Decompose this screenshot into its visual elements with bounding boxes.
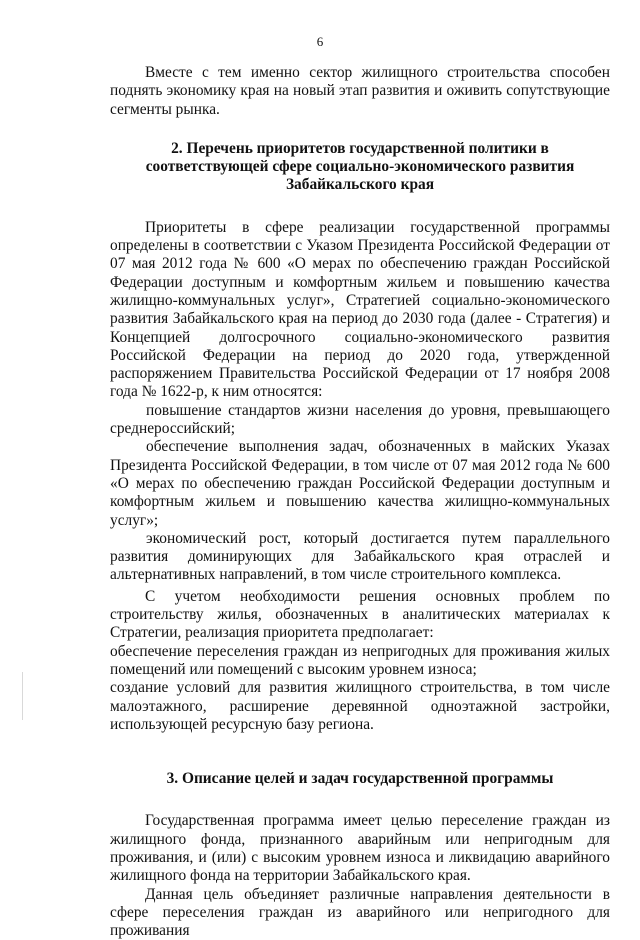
priority-item-5: создание условий для развития жилищного строительства, в том числе малоэтажного, расширение деревянной одноэтажной застройки, использующей ресурсную базу региона. (110, 679, 610, 733)
section-2-heading-line-2: соответствующей сфере социально-экономического развития (145, 158, 575, 176)
intro-paragraph: Вместе с тем именно сектор жилищного строительства способен поднять экономику края на новый этап развития и оживить сопутствующие сегменты рынка. (110, 64, 610, 118)
section-3-paragraph-1: Государственная программа имеет целью переселение граждан из жилищного фонда, признанного аварийным или непригодным для проживания, и (или) с высоким уровнем износа и ликвидацию аварийного жилищного фонда на территории Забайкальского края. (110, 812, 610, 885)
priority-item-2: обеспечение выполнения задач, обозначенных в майских Указах Президента Российской Федерации, в том числе от 07 мая 2012 года № 600 «О мерах по обеспечению граждан Российской Федерации доступным и комфортным жильем и повышению качества жилищно-коммунальных услуг»; (110, 438, 610, 529)
page-number: 6 (316, 34, 324, 49)
section-2-paragraph-1: Приоритеты в сфере реализации государственной программы определены в соответствии с Указом Президента Российской Федерации от 07 мая 2012 года № 600 «О мерах по обеспечению граждан Российской Федерации доступным и комфортным жильем и повышению качества жилищно-коммунальных услуг», Стратегией социально-экономического развития Забайкальского края на период до 2030 года (далее - Стратегия) и Концепцией долгосрочного социально-экономического развития Российской Федерации на период до 2020 года, утвержденной распоряжением Правительства Российской Федерации от 17 ноября 2008 года № 1622-р, к ним относятся: (110, 218, 610, 401)
section-3-paragraph-2: Данная цель объединяет различные направления деятельности в сфере переселения граждан из аварийного или непригодного для проживания (110, 885, 610, 940)
section-2-paragraph-2: С учетом необходимости решения основных проблем по строительству жилья, обозначенных в аналитических материалах к Стратегии, реализация приоритета предполагает: (110, 587, 610, 642)
margin-mark (22, 672, 23, 720)
page-content (110, 64, 610, 940)
priority-item-1: повышение стандартов жизни населения до уровня, превышающего среднероссийский; (110, 401, 610, 438)
priority-item-4: обеспечение переселения граждан из непригодных для проживания жилых помещений или помещений с высоким уровнем износа; (110, 642, 610, 678)
section-2-heading (110, 140, 610, 195)
section-2-heading-line-1: 2. Перечень приоритетов государственной политики в (171, 139, 549, 157)
priority-item-3: экономический рост, который достигается путем параллельного развития доминирующих для Забайкальского края отраслей и альтернативных направлений, в том числе строительного комплекса. (110, 529, 610, 584)
section-2-heading-line-3: Забайкальского края (285, 176, 435, 194)
section-3-heading: 3. Описание целей и задач государственной программы (166, 770, 554, 788)
